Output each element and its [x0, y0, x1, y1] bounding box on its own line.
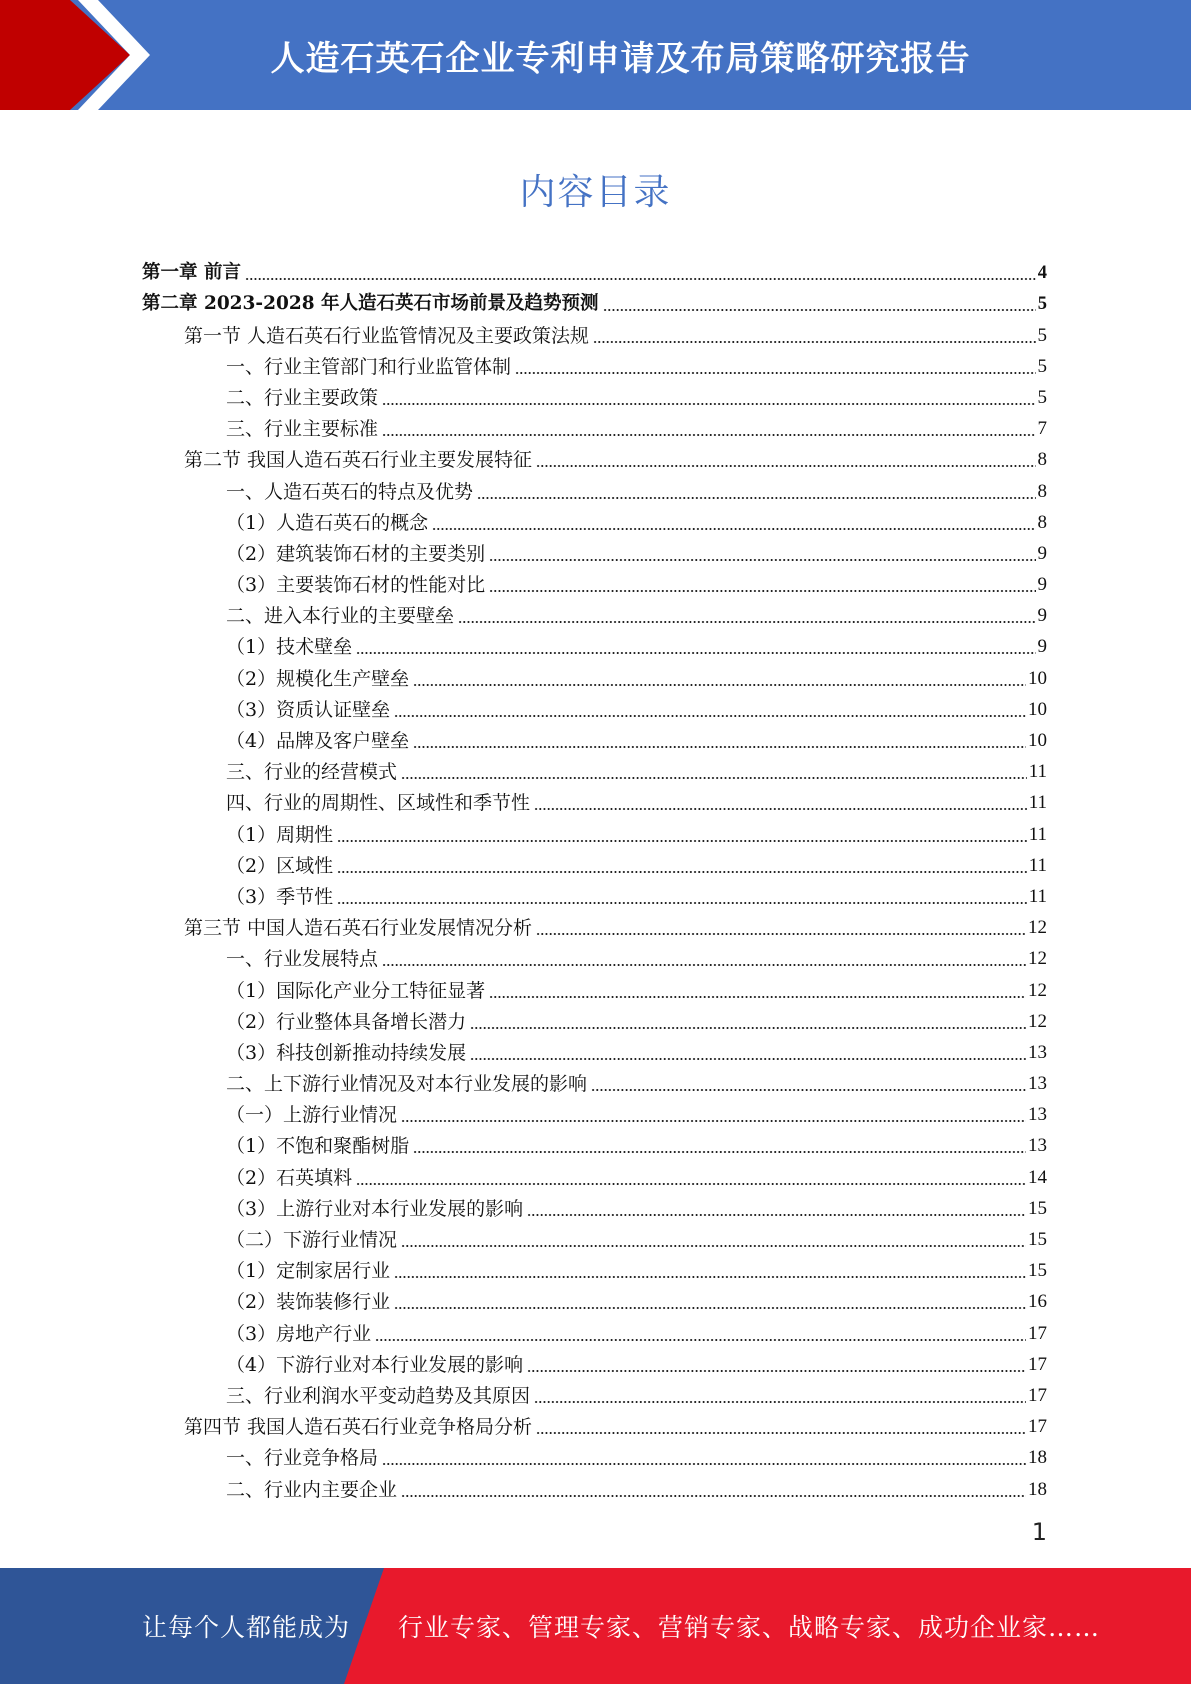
- toc-entry-page: 9: [1037, 605, 1047, 627]
- toc-entry-page: 17: [1028, 1416, 1047, 1438]
- toc-entry-label: （3）主要装饰石材的性能对比: [226, 574, 486, 597]
- toc-entry-label: 一、行业主管部门和行业监管体制: [226, 355, 512, 378]
- toc-entry-page: 5: [1037, 355, 1047, 377]
- toc-dot-leader: [382, 1463, 1026, 1465]
- toc-entry-label: 三、行业主要标准: [226, 418, 379, 441]
- toc-entry[interactable]: [142, 628, 1047, 659]
- toc-entry[interactable]: [142, 909, 1047, 940]
- toc-entry-label: 二、上下游行业情况及对本行业发展的影响: [226, 1073, 588, 1096]
- toc-heading: 内容目录: [519, 172, 672, 213]
- toc-dot-leader: [356, 652, 1035, 654]
- toc-entry[interactable]: [142, 316, 1047, 347]
- toc-entry[interactable]: [142, 1096, 1047, 1127]
- toc-dot-leader: [527, 1370, 1026, 1372]
- toc-entry-label: 一、行业竞争格局: [226, 1447, 379, 1470]
- toc-entry-label: 第一章 前言: [142, 262, 241, 284]
- toc-dot-leader: [591, 1089, 1026, 1091]
- toc-entry-page: 5: [1037, 294, 1047, 315]
- toc-dot-leader: [593, 341, 1035, 343]
- toc-entry-label: 二、进入本行业的主要壁垒: [226, 605, 455, 628]
- page-number: 1: [1031, 1518, 1047, 1546]
- toc-entry-page: 5: [1037, 324, 1047, 346]
- toc-entry-page: 17: [1028, 1322, 1047, 1344]
- toc-entry-label: （3）资质认证壁垒: [226, 698, 391, 721]
- toc-entry-label: 第二节 我国人造石英石行业主要发展特征: [184, 449, 533, 472]
- toc-entry-label: （1）人造石英石的概念: [226, 511, 429, 534]
- toc-entry-page: 11: [1028, 792, 1047, 814]
- toc-entry[interactable]: [142, 753, 1047, 784]
- toc-entry[interactable]: [142, 847, 1047, 878]
- toc-entry[interactable]: [142, 410, 1047, 441]
- toc-entry[interactable]: [142, 784, 1047, 815]
- toc-entry[interactable]: [142, 1065, 1047, 1096]
- page-header: [0, 0, 1191, 110]
- toc-entry-page: 15: [1028, 1229, 1047, 1250]
- toc-entry-label: （一）上游行业情况: [226, 1104, 398, 1127]
- toc-entry[interactable]: [142, 1314, 1047, 1345]
- toc-entry[interactable]: [142, 285, 1047, 316]
- toc-entry-page: 12: [1028, 1010, 1047, 1032]
- toc-entry[interactable]: [142, 1470, 1047, 1501]
- toc-dot-leader: [337, 871, 1027, 873]
- toc-entry-label: 三、行业利润水平变动趋势及其原因: [226, 1384, 531, 1407]
- toc-dot-leader: [458, 621, 1035, 623]
- toc-entry-page: 11: [1028, 854, 1047, 876]
- toc-dot-leader: [536, 933, 1026, 935]
- toc-dot-leader: [401, 777, 1027, 779]
- toc-entry-page: 11: [1028, 823, 1047, 845]
- toc-dot-leader: [382, 964, 1026, 966]
- toc-dot-leader: [470, 1058, 1026, 1060]
- toc-entry-page: 13: [1028, 1135, 1047, 1157]
- toc-dot-leader: [413, 1151, 1026, 1153]
- toc-entry-page: 9: [1037, 636, 1047, 658]
- toc-entry-label: （3）季节性: [226, 885, 334, 908]
- toc-entry-label: （2）石英填料: [226, 1166, 353, 1189]
- toc-entry-label: （4）下游行业对本行业发展的影响: [226, 1353, 524, 1376]
- toc-entry-page: 14: [1028, 1166, 1047, 1188]
- toc-entry-page: 17: [1028, 1384, 1047, 1406]
- toc-entry-page: 12: [1028, 948, 1047, 970]
- toc-entry[interactable]: [142, 1158, 1047, 1189]
- toc-entry-page: 13: [1028, 1041, 1047, 1063]
- toc-entry-label: （1）定制家居行业: [226, 1260, 391, 1283]
- toc-entry-label: （2）装饰装修行业: [226, 1291, 391, 1314]
- toc-dot-leader: [401, 1120, 1026, 1122]
- toc-entry-page: 7: [1037, 418, 1047, 440]
- toc-entry-page: 10: [1028, 698, 1047, 720]
- toc-entry-page: 18: [1028, 1447, 1047, 1469]
- footer-slogan-left: 让每个人都能成为: [142, 1613, 351, 1642]
- report-title: 人造石英石企业专利申请及布局策略研究报告: [270, 38, 971, 79]
- toc-dot-leader: [382, 403, 1035, 405]
- toc-entry-page: 10: [1028, 667, 1047, 689]
- toc-entry-page: 10: [1028, 730, 1047, 751]
- toc-dot-leader: [489, 590, 1035, 592]
- toc-dot-leader: [337, 902, 1027, 904]
- toc-entry[interactable]: [142, 1221, 1047, 1252]
- toc-entry-label: 二、行业主要政策: [226, 386, 379, 409]
- toc-entry[interactable]: [142, 691, 1047, 722]
- toc-entry[interactable]: [142, 472, 1047, 503]
- toc-dot-leader: [536, 1432, 1026, 1434]
- toc-dot-leader: [489, 996, 1026, 998]
- toc-entry-label: （3）科技创新推动持续发展: [226, 1041, 467, 1064]
- toc-entry[interactable]: [142, 348, 1047, 379]
- toc-entry-label: 一、行业发展特点: [226, 948, 379, 971]
- toc-entry-label: （3）房地产行业: [226, 1322, 372, 1345]
- toc-entry-label: （2）区域性: [226, 854, 334, 877]
- toc-entry-label: 第三节 中国人造石英石行业发展情况分析: [184, 917, 533, 940]
- toc-entry[interactable]: [142, 815, 1047, 846]
- toc-dot-leader: [245, 278, 1036, 280]
- toc-entry-label: （2）行业整体具备增长潜力: [226, 1010, 467, 1033]
- toc-dot-leader: [382, 434, 1035, 436]
- toc-entry-label: （2）规模化生产壁垒: [226, 667, 410, 690]
- toc-dot-leader: [477, 497, 1035, 499]
- toc-entry-label: 第四节 我国人造石英石行业竞争格局分析: [184, 1416, 533, 1439]
- toc-entry-label: （3）上游行业对本行业发展的影响: [226, 1197, 524, 1220]
- toc-entry-page: 12: [1028, 917, 1047, 939]
- toc-dot-leader: [534, 1401, 1026, 1403]
- toc-dot-leader: [536, 465, 1035, 467]
- toc-entry[interactable]: [142, 940, 1047, 971]
- toc-entry-label: 三、行业的经营模式: [226, 761, 398, 784]
- toc-entry[interactable]: [142, 722, 1047, 753]
- toc-entry-label: （4）品牌及客户壁垒: [226, 730, 410, 752]
- toc-entry-label: 一、人造石英石的特点及优势: [226, 480, 474, 503]
- toc-dot-leader: [375, 1339, 1026, 1341]
- toc-entry-page: 5: [1037, 386, 1047, 408]
- toc-entry[interactable]: [142, 971, 1047, 1002]
- page-footer: [0, 1568, 1191, 1684]
- toc-entry-page: 8: [1037, 449, 1047, 471]
- toc-dot-leader: [394, 715, 1026, 717]
- toc-dot-leader: [534, 808, 1027, 810]
- toc-entry[interactable]: [142, 1190, 1047, 1221]
- toc-entry[interactable]: [142, 878, 1047, 909]
- toc-entry[interactable]: [142, 1034, 1047, 1065]
- toc-entry-page: 12: [1028, 979, 1047, 1001]
- toc-entry-label: 四、行业的周期性、区域性和季节性: [226, 792, 531, 815]
- toc-dot-leader: [394, 1276, 1026, 1278]
- toc-entry-page: 8: [1037, 480, 1047, 502]
- toc-entry-label: （1）周期性: [226, 823, 334, 846]
- toc-entry[interactable]: [142, 1283, 1047, 1314]
- toc-entry[interactable]: [142, 254, 1047, 285]
- toc-dot-leader: [413, 684, 1026, 686]
- toc-dot-leader: [470, 1027, 1026, 1029]
- toc-dot-leader: [527, 1214, 1026, 1216]
- toc-entry[interactable]: [142, 1346, 1047, 1377]
- toc-dot-leader: [394, 1307, 1026, 1309]
- footer-slogan-right: 行业专家、管理专家、营销专家、战略专家、成功企业家……: [398, 1613, 1101, 1642]
- toc-entry-page: 4: [1037, 263, 1047, 284]
- toc-entry-page: 11: [1028, 885, 1047, 907]
- toc-entry[interactable]: [142, 597, 1047, 628]
- toc-entry-label: （2）建筑装饰石材的主要类别: [226, 542, 486, 565]
- toc-entry-page: 8: [1037, 511, 1047, 533]
- toc-dot-leader: [356, 1183, 1026, 1185]
- toc-entry-label: （1）国际化产业分工特征显著: [226, 979, 486, 1002]
- toc-dot-leader: [515, 372, 1035, 374]
- toc-entry[interactable]: [142, 379, 1047, 410]
- toc-dot-leader: [489, 559, 1035, 561]
- toc-entry-label: 二、行业内主要企业: [226, 1478, 398, 1501]
- toc-entry-page: 9: [1037, 574, 1047, 596]
- toc-entry-label: 第二章 2023-2028 年人造石英石市场前景及趋势预测: [142, 293, 599, 315]
- toc-dot-leader: [432, 528, 1035, 530]
- toc-dot-leader: [401, 1495, 1026, 1497]
- toc-entry-page: 13: [1028, 1073, 1047, 1095]
- toc-dot-leader: [413, 746, 1026, 748]
- toc-entry[interactable]: [142, 1377, 1047, 1408]
- toc-dot-leader: [603, 309, 1036, 311]
- toc-entry-label: 第一节 人造石英石行业监管情况及主要政策法规: [184, 324, 590, 347]
- toc-entry[interactable]: [142, 566, 1047, 597]
- toc-entry[interactable]: [142, 1408, 1047, 1439]
- toc-entry-page: 9: [1037, 542, 1047, 564]
- toc-entry[interactable]: [142, 1003, 1047, 1034]
- toc-entry[interactable]: [142, 441, 1047, 472]
- toc-entry-label: （1）不饱和聚酯树脂: [226, 1135, 410, 1158]
- toc-entry-page: 17: [1028, 1353, 1047, 1375]
- toc-entry-page: 13: [1028, 1104, 1047, 1126]
- toc-dot-leader: [401, 1245, 1026, 1247]
- toc-entry-page: 15: [1028, 1260, 1047, 1282]
- toc-entry-label: （1）技术壁垒: [226, 636, 353, 659]
- toc-entry[interactable]: [142, 1127, 1047, 1158]
- toc-entry-page: 15: [1028, 1197, 1047, 1219]
- toc-entry[interactable]: [142, 659, 1047, 690]
- toc-entry-page: 16: [1028, 1291, 1047, 1313]
- toc-dot-leader: [337, 840, 1027, 842]
- toc-entry-page: 18: [1028, 1478, 1047, 1500]
- toc-entry[interactable]: [142, 535, 1047, 566]
- toc-entry-page: 11: [1028, 761, 1047, 783]
- toc-entry-label: （二）下游行业情况: [226, 1229, 398, 1251]
- toc-entry[interactable]: [142, 504, 1047, 535]
- toc-entry[interactable]: [142, 1439, 1047, 1470]
- toc-entry[interactable]: [142, 1252, 1047, 1283]
- table-of-contents: [142, 254, 1047, 1502]
